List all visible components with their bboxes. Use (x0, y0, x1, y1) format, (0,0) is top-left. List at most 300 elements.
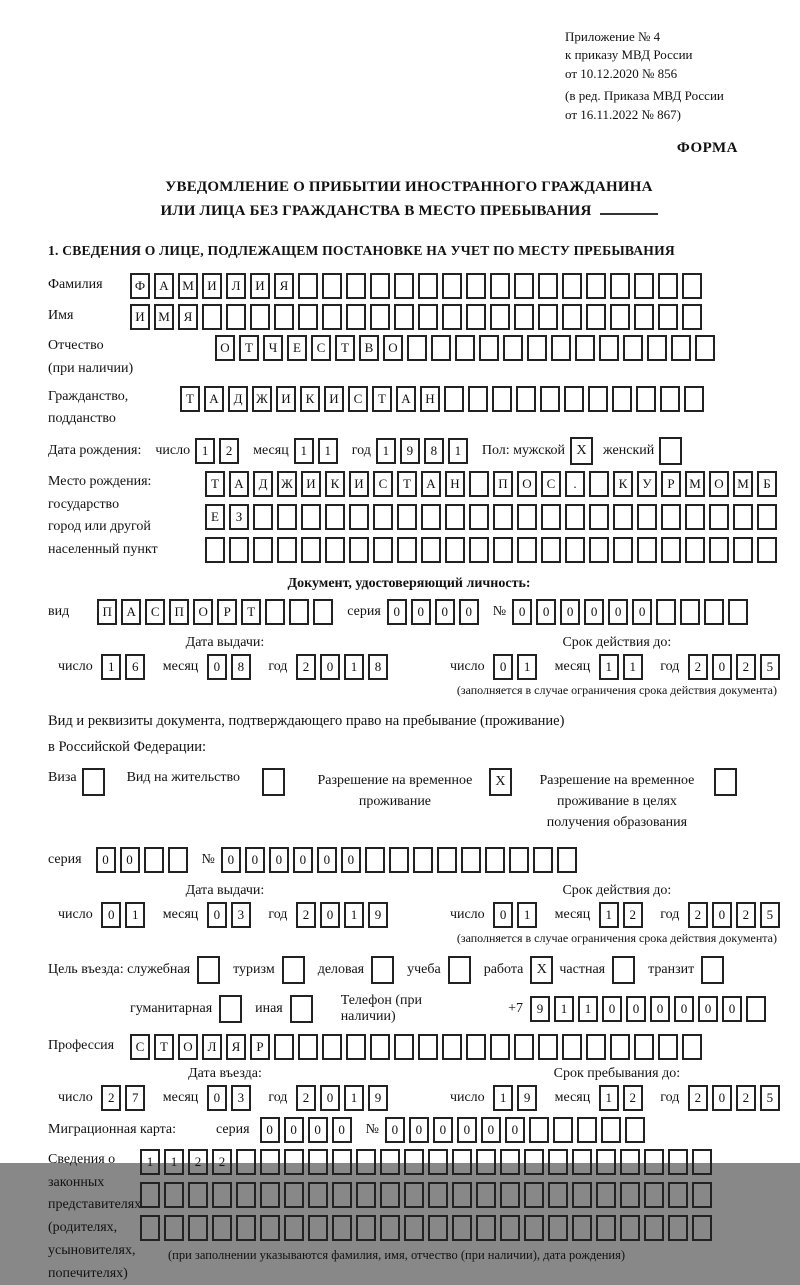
char-cell[interactable]: 0 (269, 847, 289, 873)
char-cell[interactable] (476, 1215, 496, 1241)
char-cell[interactable] (516, 386, 536, 412)
char-cell[interactable]: 0 (207, 654, 227, 680)
char-cell[interactable] (613, 504, 633, 530)
char-cell[interactable] (548, 1182, 568, 1208)
char-cell[interactable]: 0 (308, 1117, 328, 1143)
char-cell[interactable]: 0 (260, 1117, 280, 1143)
char-cell[interactable] (588, 386, 608, 412)
char-cell[interactable] (332, 1149, 352, 1175)
char-cell[interactable] (514, 304, 534, 330)
char-cell[interactable]: 0 (435, 599, 455, 625)
char-cell[interactable] (284, 1182, 304, 1208)
char-cell[interactable]: 0 (536, 599, 556, 625)
char-cell[interactable]: 2 (688, 902, 708, 928)
char-cell[interactable]: А (204, 386, 224, 412)
char-cell[interactable] (308, 1215, 328, 1241)
char-cell[interactable]: 1 (599, 902, 619, 928)
char-cell[interactable]: 0 (493, 902, 513, 928)
char-cell[interactable] (413, 847, 433, 873)
char-cell[interactable]: 1 (294, 438, 314, 464)
char-cell[interactable] (514, 1034, 534, 1060)
firstname-input[interactable] (130, 304, 706, 330)
char-cell[interactable]: 2 (623, 1085, 643, 1111)
char-cell[interactable] (644, 1215, 664, 1241)
char-cell[interactable] (623, 335, 643, 361)
char-cell[interactable] (301, 504, 321, 530)
char-cell[interactable]: Р (217, 599, 237, 625)
char-cell[interactable] (733, 537, 753, 563)
char-cell[interactable] (442, 273, 462, 299)
char-cell[interactable]: Е (205, 504, 225, 530)
char-cell[interactable] (490, 273, 510, 299)
char-cell[interactable]: И (202, 273, 222, 299)
char-cell[interactable]: И (301, 471, 321, 497)
char-cell[interactable]: 0 (560, 599, 580, 625)
char-cell[interactable]: О (178, 1034, 198, 1060)
char-cell[interactable]: 2 (623, 902, 643, 928)
char-cell[interactable] (671, 335, 691, 361)
char-cell[interactable] (728, 599, 748, 625)
char-cell[interactable] (461, 847, 481, 873)
char-cell[interactable]: 2 (296, 902, 316, 928)
char-cell[interactable] (551, 335, 571, 361)
char-cell[interactable]: 9 (400, 438, 420, 464)
char-cell[interactable]: 0 (101, 902, 121, 928)
char-cell[interactable]: 0 (698, 996, 718, 1022)
representatives-line3-input[interactable] (140, 1215, 716, 1241)
char-cell[interactable] (274, 304, 294, 330)
char-cell[interactable] (541, 504, 561, 530)
char-cell[interactable]: 1 (344, 654, 364, 680)
char-cell[interactable] (634, 304, 654, 330)
res-number-input[interactable] (221, 847, 581, 873)
entry-month[interactable] (207, 1085, 255, 1111)
char-cell[interactable] (284, 1149, 304, 1175)
mc-series-input[interactable] (260, 1117, 356, 1143)
visa-checkbox[interactable] (82, 768, 105, 796)
char-cell[interactable] (692, 1182, 712, 1208)
char-cell[interactable] (428, 1215, 448, 1241)
char-cell[interactable] (562, 273, 582, 299)
char-cell[interactable]: 9 (368, 902, 388, 928)
char-cell[interactable] (140, 1215, 160, 1241)
char-cell[interactable]: С (130, 1034, 150, 1060)
doc-number-input[interactable] (512, 599, 752, 625)
phone-input[interactable] (530, 996, 770, 1022)
char-cell[interactable]: 9 (530, 996, 550, 1022)
char-cell[interactable] (332, 1215, 352, 1241)
char-cell[interactable]: К (613, 471, 633, 497)
char-cell[interactable] (418, 273, 438, 299)
representatives-line1-input[interactable] (140, 1149, 716, 1175)
char-cell[interactable]: И (324, 386, 344, 412)
char-cell[interactable] (277, 537, 297, 563)
char-cell[interactable] (322, 304, 342, 330)
char-cell[interactable] (226, 304, 246, 330)
char-cell[interactable]: 1 (164, 1149, 184, 1175)
char-cell[interactable]: В (359, 335, 379, 361)
char-cell[interactable] (418, 1034, 438, 1060)
char-cell[interactable] (308, 1182, 328, 1208)
char-cell[interactable] (308, 1149, 328, 1175)
char-cell[interactable]: 0 (320, 1085, 340, 1111)
char-cell[interactable] (625, 1117, 645, 1143)
char-cell[interactable]: 0 (120, 847, 140, 873)
char-cell[interactable] (325, 504, 345, 530)
birthplace-line1-input[interactable] (205, 471, 781, 497)
char-cell[interactable]: 0 (320, 902, 340, 928)
char-cell[interactable]: 1 (376, 438, 396, 464)
char-cell[interactable] (596, 1215, 616, 1241)
birthplace-line2-input[interactable] (205, 504, 781, 530)
char-cell[interactable] (274, 1034, 294, 1060)
char-cell[interactable] (746, 996, 766, 1022)
char-cell[interactable]: 3 (231, 1085, 251, 1111)
char-cell[interactable] (529, 1117, 549, 1143)
char-cell[interactable] (644, 1182, 664, 1208)
purpose-other-checkbox[interactable] (290, 995, 313, 1023)
char-cell[interactable]: Р (250, 1034, 270, 1060)
char-cell[interactable] (313, 599, 333, 625)
char-cell[interactable]: И (349, 471, 369, 497)
char-cell[interactable] (356, 1182, 376, 1208)
char-cell[interactable] (572, 1149, 592, 1175)
char-cell[interactable] (492, 386, 512, 412)
char-cell[interactable]: 1 (101, 654, 121, 680)
char-cell[interactable] (682, 304, 702, 330)
char-cell[interactable] (349, 504, 369, 530)
char-cell[interactable] (346, 1034, 366, 1060)
temp-residence-checkbox[interactable]: X (489, 768, 512, 796)
char-cell[interactable]: Р (661, 471, 681, 497)
char-cell[interactable]: У (637, 471, 657, 497)
char-cell[interactable]: М (178, 273, 198, 299)
char-cell[interactable] (407, 335, 427, 361)
char-cell[interactable] (404, 1149, 424, 1175)
char-cell[interactable] (692, 1215, 712, 1241)
char-cell[interactable]: Я (274, 273, 294, 299)
char-cell[interactable]: Т (154, 1034, 174, 1060)
patronymic-input[interactable] (215, 335, 719, 361)
char-cell[interactable]: 2 (688, 654, 708, 680)
purpose-study-checkbox[interactable] (448, 956, 471, 984)
char-cell[interactable] (370, 1034, 390, 1060)
char-cell[interactable]: 0 (626, 996, 646, 1022)
char-cell[interactable]: Б (757, 471, 777, 497)
char-cell[interactable]: 2 (296, 1085, 316, 1111)
purpose-business-checkbox[interactable] (371, 956, 394, 984)
char-cell[interactable] (572, 1215, 592, 1241)
char-cell[interactable] (586, 273, 606, 299)
char-cell[interactable] (325, 537, 345, 563)
char-cell[interactable]: 0 (602, 996, 622, 1022)
char-cell[interactable]: О (517, 471, 537, 497)
char-cell[interactable]: М (685, 471, 705, 497)
doc-valid-year[interactable] (688, 654, 784, 680)
char-cell[interactable]: С (311, 335, 331, 361)
char-cell[interactable]: 0 (632, 599, 652, 625)
char-cell[interactable] (527, 335, 547, 361)
char-cell[interactable]: 0 (332, 1117, 352, 1143)
char-cell[interactable]: 1 (140, 1149, 160, 1175)
char-cell[interactable] (188, 1182, 208, 1208)
char-cell[interactable] (479, 335, 499, 361)
char-cell[interactable] (562, 1034, 582, 1060)
birth-month-input[interactable] (294, 438, 342, 464)
doc-kind-input[interactable] (97, 599, 337, 625)
sex-female-checkbox[interactable] (659, 437, 682, 465)
char-cell[interactable]: 5 (760, 654, 780, 680)
char-cell[interactable] (557, 847, 577, 873)
char-cell[interactable] (733, 504, 753, 530)
char-cell[interactable] (647, 335, 667, 361)
char-cell[interactable] (397, 537, 417, 563)
char-cell[interactable] (188, 1215, 208, 1241)
char-cell[interactable]: 0 (608, 599, 628, 625)
char-cell[interactable]: 1 (344, 1085, 364, 1111)
char-cell[interactable] (668, 1182, 688, 1208)
char-cell[interactable]: Ж (277, 471, 297, 497)
char-cell[interactable] (346, 304, 366, 330)
char-cell[interactable] (553, 1117, 573, 1143)
char-cell[interactable]: С (145, 599, 165, 625)
char-cell[interactable]: Ч (263, 335, 283, 361)
char-cell[interactable] (397, 504, 417, 530)
char-cell[interactable] (356, 1215, 376, 1241)
citizenship-input[interactable] (180, 386, 708, 412)
char-cell[interactable] (612, 386, 632, 412)
char-cell[interactable] (164, 1182, 184, 1208)
doc-issue-month[interactable] (207, 654, 255, 680)
char-cell[interactable]: 5 (760, 1085, 780, 1111)
char-cell[interactable]: 0 (293, 847, 313, 873)
char-cell[interactable] (373, 537, 393, 563)
char-cell[interactable] (517, 537, 537, 563)
char-cell[interactable] (610, 273, 630, 299)
char-cell[interactable] (140, 1182, 160, 1208)
char-cell[interactable] (389, 847, 409, 873)
char-cell[interactable] (548, 1215, 568, 1241)
char-cell[interactable]: Я (226, 1034, 246, 1060)
char-cell[interactable]: 0 (207, 1085, 227, 1111)
char-cell[interactable] (620, 1215, 640, 1241)
char-cell[interactable]: . (565, 471, 585, 497)
char-cell[interactable]: Ж (252, 386, 272, 412)
stay-month[interactable] (599, 1085, 647, 1111)
birthplace-line3-input[interactable] (205, 537, 781, 563)
char-cell[interactable]: 2 (688, 1085, 708, 1111)
char-cell[interactable] (322, 1034, 342, 1060)
char-cell[interactable] (493, 537, 513, 563)
char-cell[interactable] (356, 1149, 376, 1175)
birth-day-input[interactable] (195, 438, 243, 464)
char-cell[interactable] (476, 1182, 496, 1208)
char-cell[interactable] (538, 1034, 558, 1060)
res-issue-year[interactable] (296, 902, 392, 928)
char-cell[interactable] (634, 1034, 654, 1060)
char-cell[interactable]: Т (397, 471, 417, 497)
char-cell[interactable] (455, 335, 475, 361)
char-cell[interactable]: 1 (195, 438, 215, 464)
char-cell[interactable] (572, 1182, 592, 1208)
char-cell[interactable]: 5 (760, 902, 780, 928)
char-cell[interactable] (684, 386, 704, 412)
char-cell[interactable] (658, 1034, 678, 1060)
char-cell[interactable]: 2 (736, 902, 756, 928)
char-cell[interactable]: П (97, 599, 117, 625)
char-cell[interactable] (445, 504, 465, 530)
char-cell[interactable] (620, 1149, 640, 1175)
char-cell[interactable]: 9 (368, 1085, 388, 1111)
profession-input[interactable] (130, 1034, 706, 1060)
char-cell[interactable] (709, 504, 729, 530)
purpose-transit-checkbox[interactable] (701, 956, 724, 984)
char-cell[interactable] (468, 386, 488, 412)
char-cell[interactable]: А (154, 273, 174, 299)
char-cell[interactable]: 2 (219, 438, 239, 464)
char-cell[interactable] (332, 1182, 352, 1208)
char-cell[interactable] (205, 537, 225, 563)
char-cell[interactable] (229, 537, 249, 563)
char-cell[interactable] (599, 335, 619, 361)
char-cell[interactable] (692, 1149, 712, 1175)
char-cell[interactable]: 0 (512, 599, 532, 625)
char-cell[interactable] (236, 1182, 256, 1208)
char-cell[interactable]: 0 (245, 847, 265, 873)
char-cell[interactable] (452, 1215, 472, 1241)
sex-male-checkbox[interactable]: X (570, 437, 593, 465)
char-cell[interactable]: 0 (493, 654, 513, 680)
char-cell[interactable]: 0 (207, 902, 227, 928)
char-cell[interactable]: Н (420, 386, 440, 412)
char-cell[interactable] (644, 1149, 664, 1175)
birth-year-input[interactable] (376, 438, 472, 464)
char-cell[interactable] (212, 1215, 232, 1241)
char-cell[interactable]: 8 (424, 438, 444, 464)
char-cell[interactable] (370, 273, 390, 299)
char-cell[interactable] (661, 537, 681, 563)
char-cell[interactable]: 1 (578, 996, 598, 1022)
char-cell[interactable] (757, 537, 777, 563)
char-cell[interactable] (524, 1215, 544, 1241)
char-cell[interactable]: 8 (231, 654, 251, 680)
doc-issue-year[interactable] (296, 654, 392, 680)
char-cell[interactable] (538, 304, 558, 330)
char-cell[interactable] (442, 304, 462, 330)
char-cell[interactable]: 1 (448, 438, 468, 464)
char-cell[interactable]: М (733, 471, 753, 497)
char-cell[interactable] (466, 273, 486, 299)
char-cell[interactable] (564, 386, 584, 412)
char-cell[interactable]: 2 (736, 654, 756, 680)
char-cell[interactable] (601, 1117, 621, 1143)
char-cell[interactable] (680, 599, 700, 625)
purpose-work-checkbox[interactable]: X (530, 956, 553, 984)
char-cell[interactable]: 7 (125, 1085, 145, 1111)
char-cell[interactable] (668, 1149, 688, 1175)
char-cell[interactable] (421, 537, 441, 563)
char-cell[interactable] (236, 1215, 256, 1241)
res-series-input[interactable] (96, 847, 192, 873)
char-cell[interactable] (575, 335, 595, 361)
char-cell[interactable]: 0 (409, 1117, 429, 1143)
char-cell[interactable] (660, 386, 680, 412)
char-cell[interactable]: Т (205, 471, 225, 497)
char-cell[interactable]: 1 (599, 1085, 619, 1111)
doc-valid-day[interactable] (493, 654, 541, 680)
char-cell[interactable]: 1 (554, 996, 574, 1022)
char-cell[interactable]: Т (241, 599, 261, 625)
char-cell[interactable] (202, 304, 222, 330)
char-cell[interactable]: 0 (459, 599, 479, 625)
char-cell[interactable] (610, 304, 630, 330)
char-cell[interactable]: 6 (125, 654, 145, 680)
char-cell[interactable] (589, 471, 609, 497)
char-cell[interactable] (250, 304, 270, 330)
char-cell[interactable]: 0 (385, 1117, 405, 1143)
char-cell[interactable]: 0 (712, 902, 732, 928)
char-cell[interactable] (452, 1182, 472, 1208)
char-cell[interactable]: 8 (368, 654, 388, 680)
char-cell[interactable] (661, 504, 681, 530)
char-cell[interactable]: И (250, 273, 270, 299)
char-cell[interactable] (260, 1215, 280, 1241)
char-cell[interactable] (577, 1117, 597, 1143)
char-cell[interactable]: 0 (284, 1117, 304, 1143)
char-cell[interactable] (668, 1215, 688, 1241)
purpose-humanitarian-checkbox[interactable] (219, 995, 242, 1023)
char-cell[interactable]: Я (178, 304, 198, 330)
char-cell[interactable] (466, 304, 486, 330)
char-cell[interactable] (370, 304, 390, 330)
char-cell[interactable]: 0 (650, 996, 670, 1022)
char-cell[interactable] (301, 537, 321, 563)
char-cell[interactable]: Ф (130, 273, 150, 299)
char-cell[interactable] (490, 1034, 510, 1060)
char-cell[interactable] (685, 504, 705, 530)
char-cell[interactable]: И (130, 304, 150, 330)
char-cell[interactable] (514, 273, 534, 299)
char-cell[interactable]: Н (445, 471, 465, 497)
char-cell[interactable] (695, 335, 715, 361)
char-cell[interactable] (260, 1182, 280, 1208)
char-cell[interactable] (253, 537, 273, 563)
stay-day[interactable] (493, 1085, 541, 1111)
char-cell[interactable]: 2 (212, 1149, 232, 1175)
char-cell[interactable] (442, 1034, 462, 1060)
char-cell[interactable] (469, 504, 489, 530)
char-cell[interactable]: 1 (344, 902, 364, 928)
char-cell[interactable] (685, 537, 705, 563)
char-cell[interactable] (500, 1215, 520, 1241)
char-cell[interactable] (466, 1034, 486, 1060)
char-cell[interactable] (394, 273, 414, 299)
char-cell[interactable] (284, 1215, 304, 1241)
char-cell[interactable]: О (193, 599, 213, 625)
char-cell[interactable]: 2 (101, 1085, 121, 1111)
char-cell[interactable] (476, 1149, 496, 1175)
char-cell[interactable]: Т (239, 335, 259, 361)
char-cell[interactable] (349, 537, 369, 563)
char-cell[interactable] (485, 847, 505, 873)
char-cell[interactable] (260, 1149, 280, 1175)
char-cell[interactable] (380, 1215, 400, 1241)
char-cell[interactable] (373, 504, 393, 530)
char-cell[interactable] (365, 847, 385, 873)
char-cell[interactable]: 0 (317, 847, 337, 873)
char-cell[interactable] (437, 847, 457, 873)
char-cell[interactable]: А (121, 599, 141, 625)
